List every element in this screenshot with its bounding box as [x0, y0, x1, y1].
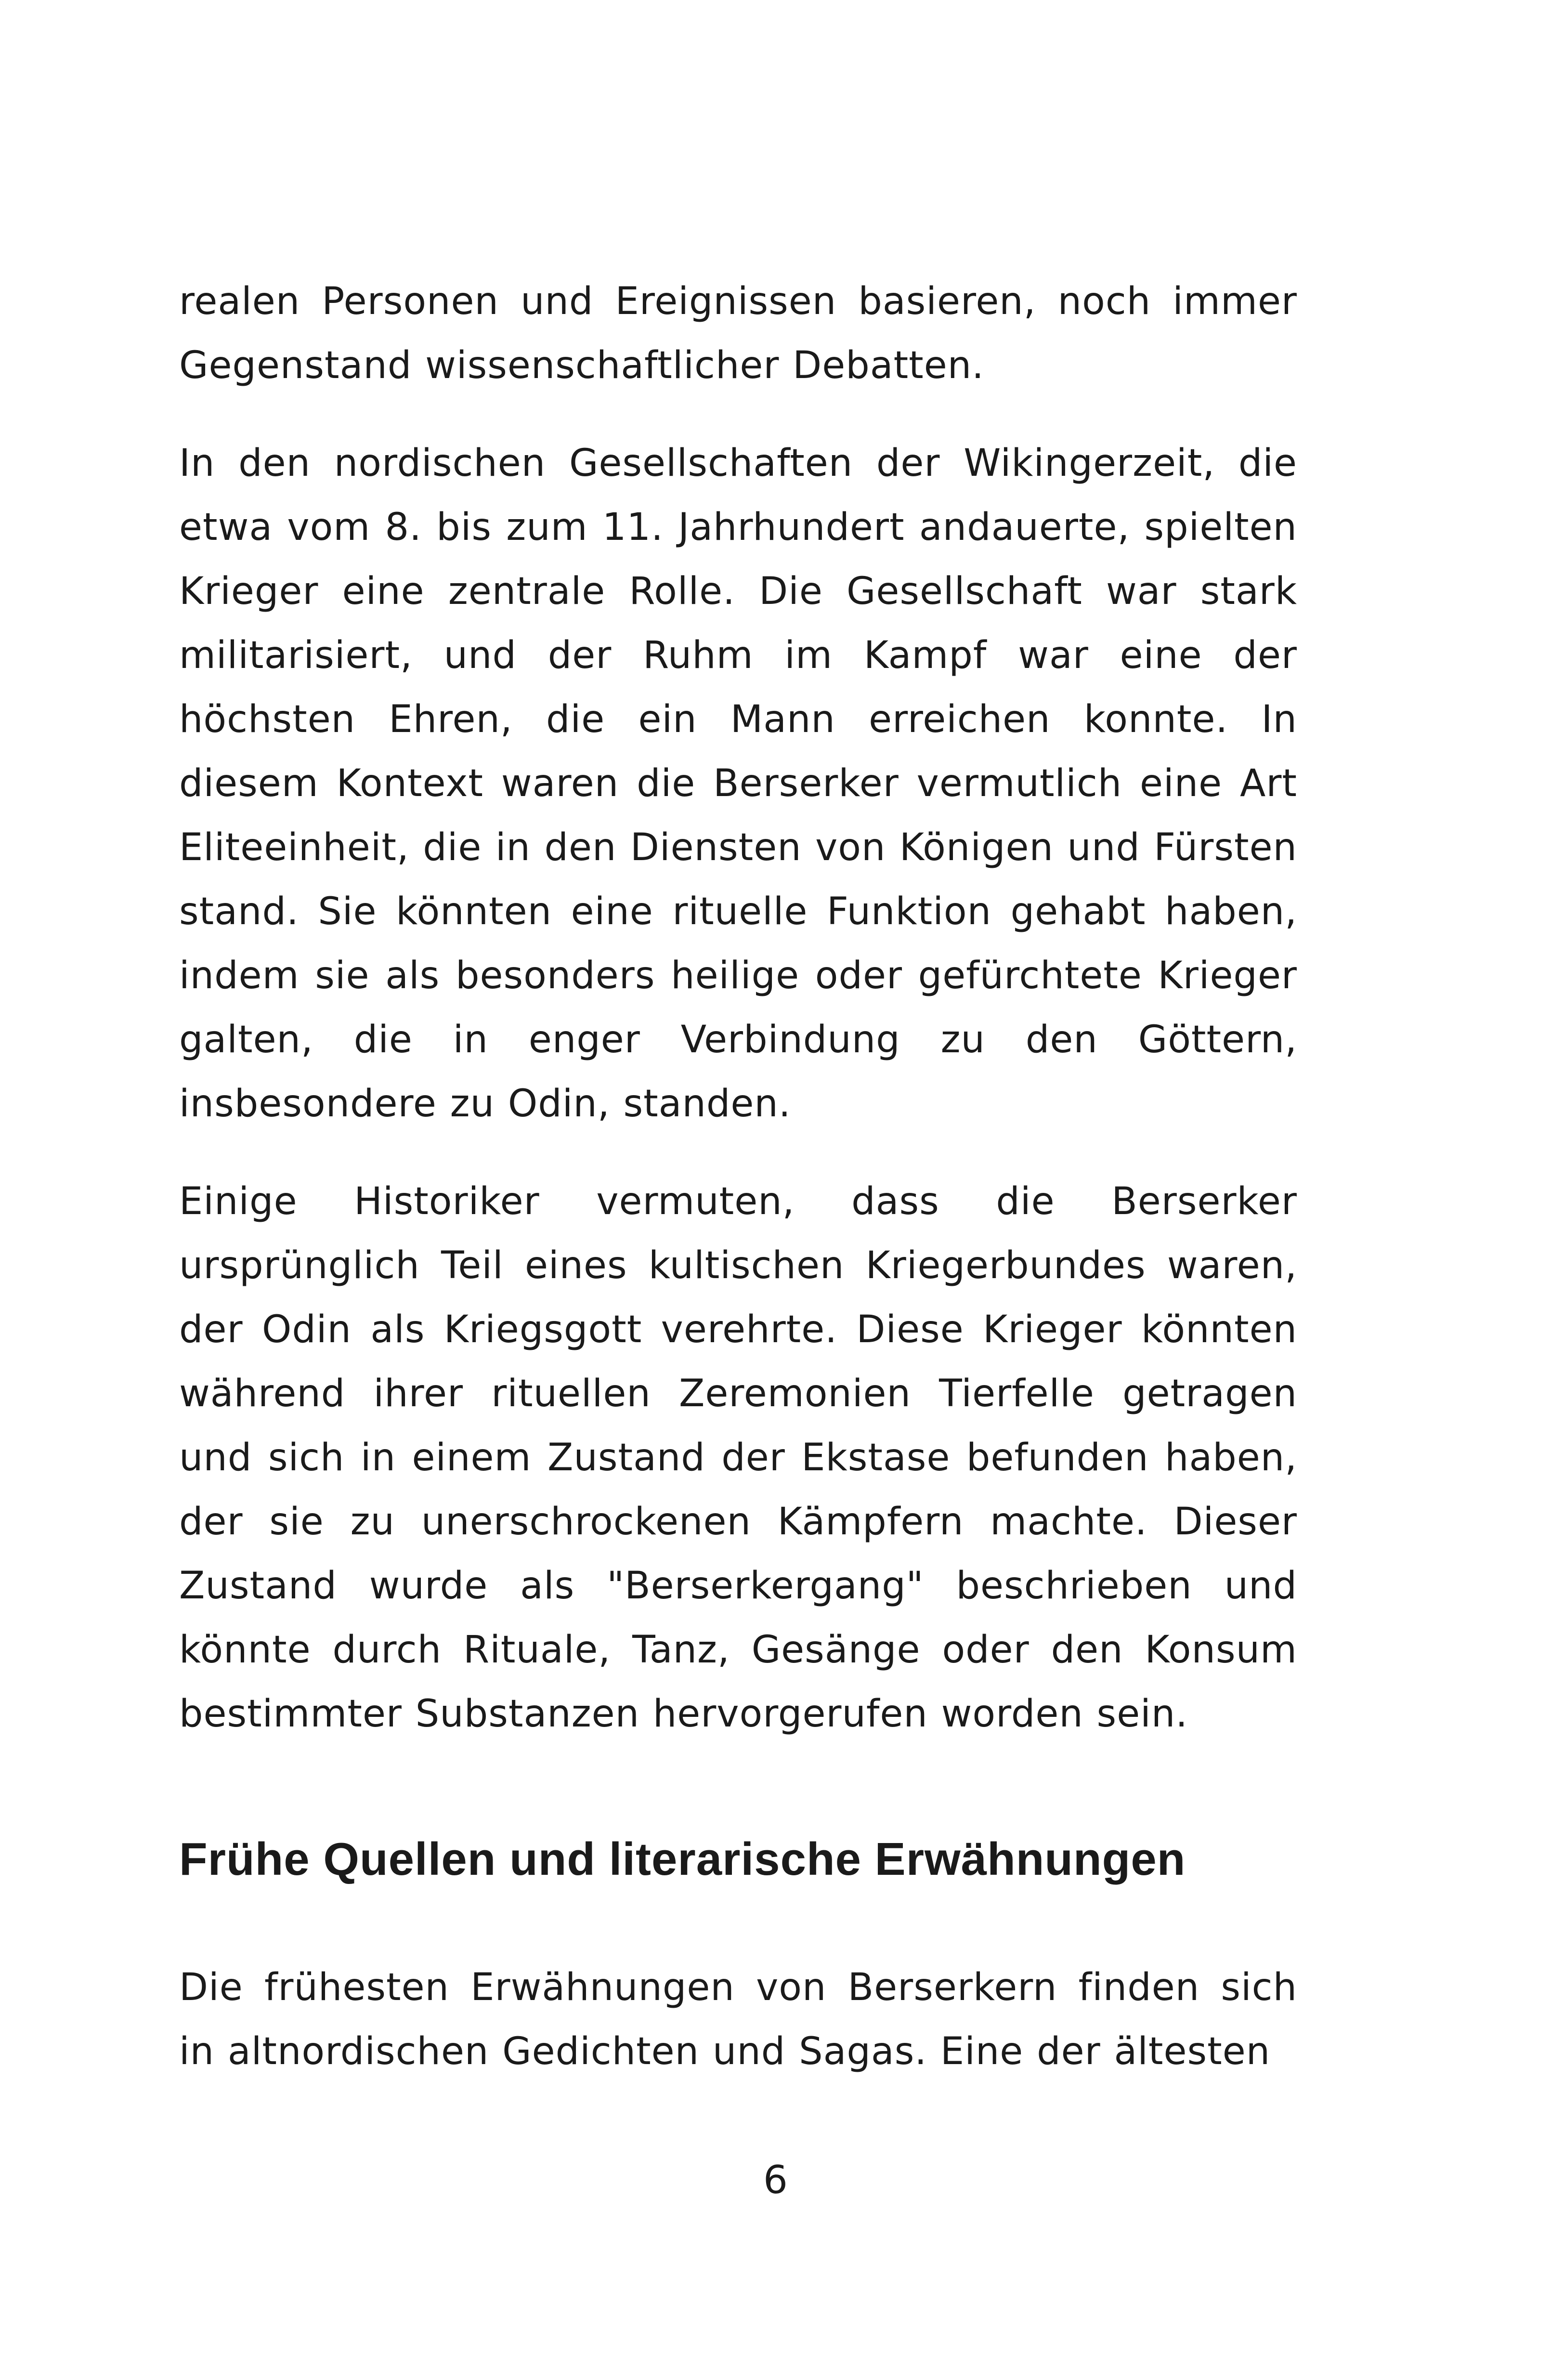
section-heading: Frühe Quellen und literarische Erwähnungen	[179, 1833, 1186, 1885]
page-number: 6	[763, 2158, 788, 2202]
paragraph: In den nordischen Gesellschaften der Wikingerzeit, die etwa vom 8. bis zum 11. Jahrhundert andauerte, spielten Krieger eine zentrale Rolle. Die Gesellschaft war stark militarisiert, und der Ruhm im Kampf war eine der höchsten Ehren, die ein Mann erreichen konnte. In diesem Kontext waren die Berserker vermutlich eine Art Eliteeinheit, die in den Diensten von Königen und Fürsten stand. Sie könnten eine rituelle Funktion gehabt haben, indem sie als besonders heilige oder gefürchtete Krieger galten, die in enger Verbindung zu den Göttern, insbesondere zu Odin, standen.	[179, 442, 1297, 1125]
paragraph: Einige Historiker vermuten, dass die Berserker ursprünglich Teil eines kultischen Kriegerbundes waren, der Odin als Kriegsgott verehrte. Diese Krieger könnten während ihrer rituellen Zeremonien Tierfelle getragen und sich in einem Zustand der Ekstase befunden haben, der sie zu unerschrockenen Kämpfern machte. Dieser Zustand wurde als "Berserkergang" beschrieben und könnte durch Rituale, Tanz, Gesänge oder den Konsum bestimmter Substanzen hervorgerufen worden sein.	[179, 1180, 1297, 1736]
page-content	[179, 270, 1297, 2084]
paragraph: realen Personen und Ereignissen basieren, noch immer Gegenstand wissenschaftlicher Debatten.	[179, 280, 1297, 387]
paragraph: Die frühesten Erwähnungen von Berserkern finden sich in altnordischen Gedichten und Sagas. Eine der ältesten	[179, 1966, 1297, 2073]
